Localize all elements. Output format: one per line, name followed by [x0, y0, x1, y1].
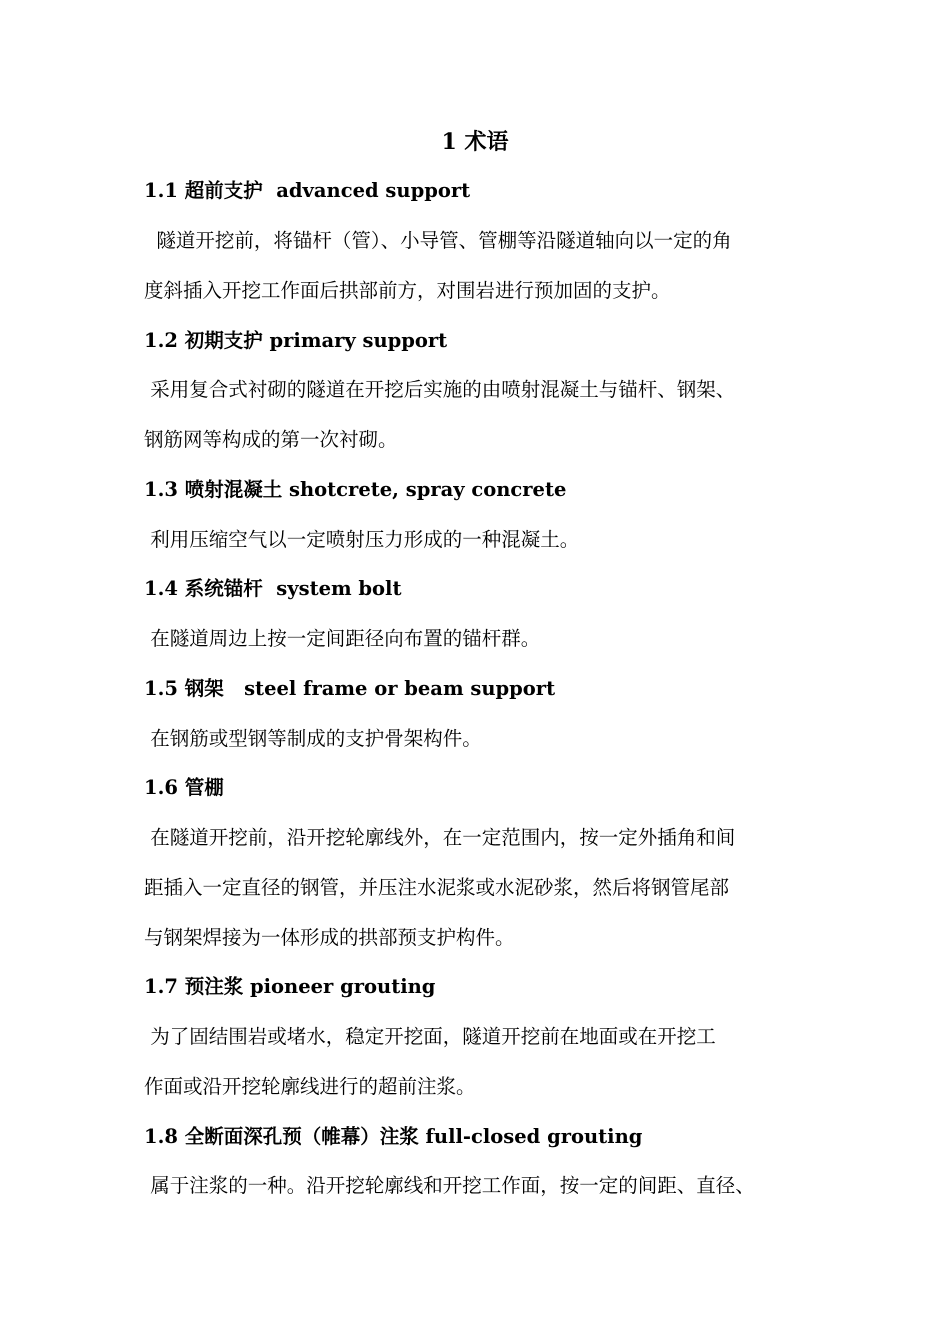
definition-line: 为了固结围岩或堵水，稳定开挖面，隧道开挖前在地面或在开挖工: [144, 1025, 716, 1048]
definition-line: 与钢架焊接为一体形成的拱部预支护构件。: [144, 926, 515, 949]
definition-line: 在隧道开挖前，沿开挖轮廓线外，在一定范围内，按一定外插角和间: [144, 826, 736, 849]
term-heading-1-4: 1.4 系统锚杆 system bolt: [144, 577, 402, 600]
definition-line: 钢筋网等构成的第一次衬砌。: [144, 428, 398, 451]
definition-line: 距插入一定直径的钢管，并压注水泥浆或水泥砂浆，然后将钢管尾部: [144, 876, 730, 899]
definition-line: 采用复合式衬砌的隧道在开挖后实施的由喷射混凝土与锚杆、钢架、: [144, 378, 736, 401]
definition-line: 度斜插入开挖工作面后拱部前方，对围岩进行预加固的支护。: [144, 279, 671, 302]
term-heading-1-1: 1.1 超前支护 advanced support: [144, 179, 471, 202]
term-heading-1-3: 1.3 喷射混凝土 shotcrete, spray concrete: [144, 478, 567, 501]
definition-line: 在钢筋或型钢等制成的支护骨架构件。: [144, 727, 482, 750]
definition-line: 隧道开挖前，将锚杆（管）、小导管、管棚等沿隧道轴向以一定的角: [144, 229, 732, 252]
term-heading-1-6: 1.6 管棚: [144, 776, 224, 799]
definition-line: 利用压缩空气以一定喷射压力形成的一种混凝土。: [144, 528, 580, 551]
term-heading-1-5: 1.5 钢架 steel frame or beam support: [144, 677, 556, 700]
page-title: 1 术语: [441, 129, 509, 155]
definition-line: 在隧道周边上按一定间距径向布置的锚杆群。: [144, 627, 541, 650]
definition-line: 作面或沿开挖轮廓线进行的超前注浆。: [144, 1075, 476, 1098]
definition-line: 属于注浆的一种。沿开挖轮廓线和开挖工作面，按一定的间距、直径、: [144, 1174, 755, 1197]
term-heading-1-8: 1.8 全断面深孔预（帷幕）注浆 full-closed grouting: [144, 1125, 643, 1148]
term-heading-1-2: 1.2 初期支护 primary support: [144, 329, 448, 352]
term-heading-1-7: 1.7 预注浆 pioneer grouting: [144, 975, 436, 998]
